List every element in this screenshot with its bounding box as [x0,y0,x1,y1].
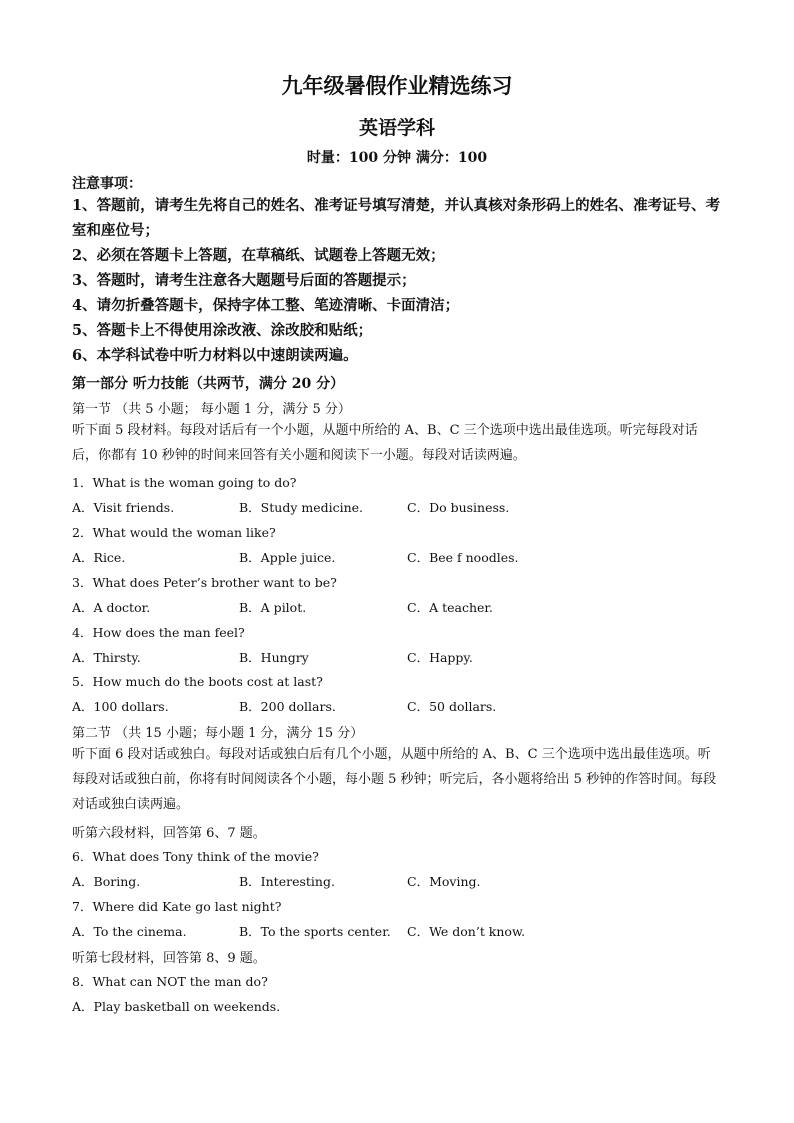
subject-title: 英语学科 [358,117,435,139]
section1-instructions: 听下面 5 段材料。每段对话后有一个小题，从题中所给的 A、B、C 三个选项中选出最佳选项。听完每段对话后，你都有 10 秒钟的时间来回答有关小题和阅读下一小题。每段对话读两遍。 [72,423,698,463]
section1-heading: 第一节 （共 5 小题； 每小题 1 分，满分 5 分） [72,402,351,417]
options-2 [72,548,722,568]
section2-instructions: 听下面 6 段对话或独白。每段对话或独白后有几个小题，从题中所给的 A、B、C 三个选项中选出最佳选项。听每段对话或独白前，你将有时间阅读各个小题，每小题 5 秒钟；听完后，各小题将给出 5 秒钟的作答时间。每段对话或独白读两遍。 [72,747,717,812]
question-4: 4．How does the man feel? [72,625,245,640]
question-6: 6．What does Tony think of the movie? [72,849,319,864]
option-b: B．Apple juice. [239,550,336,565]
option-c: C．A teacher. [407,600,493,615]
options-7 [72,922,722,942]
option-a: A．A doctor. [72,600,151,615]
option-a: A．Thirsty. [72,650,141,665]
note-item: 4、请勿折叠答题卡，保持字体工整、笔迹清晰、卡面清洁； [72,297,460,314]
option-a: A．100 dollars. [72,699,169,714]
option-b: B．Study medicine. [239,500,364,515]
option-c: C．Happy. [407,650,473,665]
option-a: A．To the cinema. [72,924,187,939]
option-b: B．Hungry [239,650,309,665]
option-c: C．Moving. [407,874,481,889]
option-c: C．We don’t know. [407,924,526,939]
question-7: 7．Where did Kate go last night? [72,899,282,914]
note-item: 1、答题前，请考生先将自己的姓名、准考证号填写清楚，并认真核对条形码上的姓名、准考证号、考室和座位号； [72,197,721,239]
option-a: A．Play basketball on weekends. [72,999,281,1014]
options-5 [72,697,722,717]
options-3 [72,598,722,618]
option-c: C．50 dollars. [407,699,497,714]
material-7-instructions: 听第七段材料，回答第 8、9 题。 [72,951,266,966]
question-2: 2．What would the woman like? [72,525,276,540]
options-6 [72,872,722,892]
question-5: 5．How much do the boots cost at last? [72,674,323,689]
option-c: C．Do business. [407,500,510,515]
note-item: 3、答题时，请考生注意各大题题号后面的答题提示； [72,272,416,289]
section2-heading: 第二节 （共 15 小题；每小题 1 分，满分 15 分） [72,726,364,741]
note-item: 5、答题卡上不得使用涂改液、涂改胶和贴纸； [72,322,373,339]
options-1 [72,498,722,518]
option-a: A．Visit friends. [72,500,175,515]
option-a: A．Boring. [72,874,141,889]
part1-heading: 第一部分 听力技能（共两节，满分 20 分） [72,376,345,392]
note-item: 6、本学科试卷中听力材料以中速朗读两遍。 [72,347,358,364]
option-b: B．Interesting. [239,874,335,889]
options-8 [72,997,722,1017]
exam-title: 九年级暑假作业精选练习 [281,73,513,98]
option-b: B．To the sports center. [239,924,391,939]
material-6-instructions: 听第六段材料，回答第 6、7 题。 [72,826,266,841]
question-8: 8．What can NOT the man do? [72,974,268,989]
option-a: A．Rice. [72,550,126,565]
notes-heading: 注意事项： [72,176,142,192]
exam-meta: 时量：100 分钟 满分：100 [306,150,488,166]
option-b: B．200 dollars. [239,699,336,714]
option-b: B．A pilot. [239,600,307,615]
question-1: 1．What is the woman going to do? [72,475,297,490]
options-4 [72,648,722,668]
option-c: C．Bee f noodles. [407,550,519,565]
note-item: 2、必须在答题卡上答题，在草稿纸、试题卷上答题无效； [72,247,445,264]
question-3: 3．What does Peter’s brother want to be? [72,575,337,590]
